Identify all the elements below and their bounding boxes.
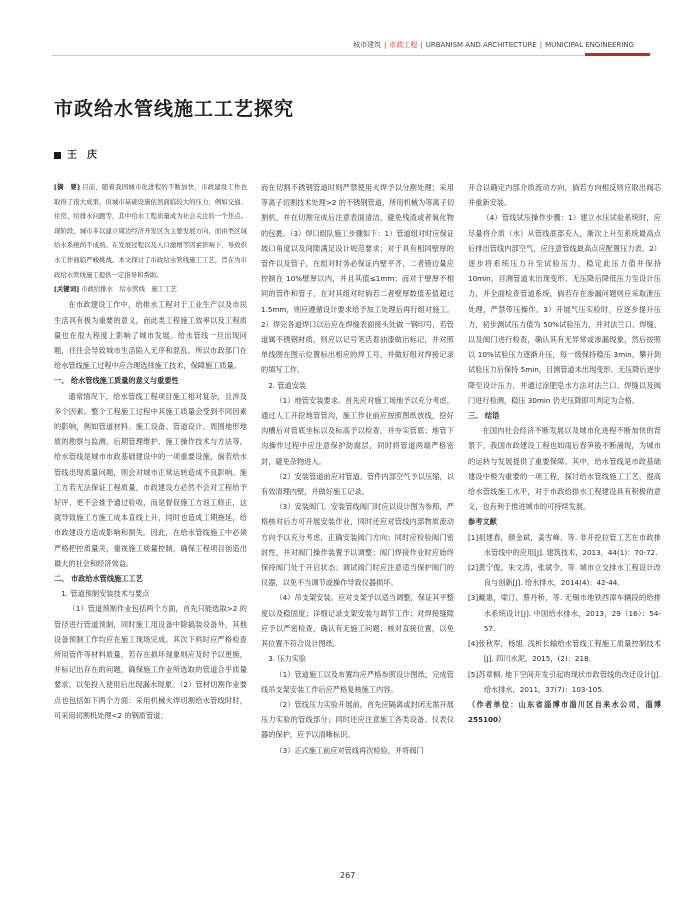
paragraph: 而在切割不锈钢管道时则严禁使用火焊予以分割处理；采用等离子切割技术处理>2 的不锈钢管道，所用机械为等离子切割机，并在切割完成后注意表面清洁，避免残渣或者氧化物的包裹。（3）焊口组队施工步骤如下：1）管道组对时应保证坡口角度以及间隙满足设计规范要求；对于具有相同壁厚的管件以及管子，在组对时务必保证内壁平齐，二者错边量应控制在 10%壁厚以内，并且其值≤1mm；而对于壁厚不相同的管件和管子，在对其组对时倘若二者壁厚数值差值超过 1.5mm，则应遵循设计要求给予加工处理后再行组对施工。2）焊完各道焊口以后应在焊缝表面接头处做一钢印号，若管道属不锈钢材质，则应以记号笔活着油漆做出标记，并对照单线图在图示位置标出相应的焊工号，并做好组对焊接记录的填写工作。 xyxy=(261,183,454,375)
paragraph: （2）管线压力实验开展前，首先应隔离或封闭无需开展压力实验的管线部分；同时还应注意施工各类设备、仪表仪器的保护，应予以清晰标识。 xyxy=(261,699,454,740)
paragraph: （1）地管安装要求。首先应对施工场地予以充分考虑，通过人工开挖地管管沟，施工作业前应按照图纸放线，挖好沟槽后对管底坐标以及标高予以检查，并夯实管底；地管下沟操作过程中应注意保护防腐层，同时将管道两端严格密封，避免杂物进入。 xyxy=(261,395,454,466)
header-rule xyxy=(52,55,650,56)
article-title: 市政给水管线施工工艺探究 xyxy=(54,98,295,120)
reference-item: [1]祖建春，颜金斌，姜雪峰，等. 非开挖拉管工艺在市政排水管线中的应用[J]. 建筑技术，2013，44(1)：70-72. xyxy=(468,532,661,557)
reference-item: [5]苏章桐. 地下空间开发引起的现状市政管线的改迁设计[J]. 给水排水，2011，37(7)：103-105. xyxy=(468,669,661,694)
paragraph: 开合以确定内部介质流动方向，倘若方向相反则应取出阀芯并重新安装。 xyxy=(468,183,661,208)
header-en-right: MUNICIPAL ENGINEERING xyxy=(545,41,635,49)
author-name: 王 庆 xyxy=(67,150,97,161)
keywords-text: 市政给排水 给水管线 施工工艺 xyxy=(81,285,177,294)
paragraph: （3）正式施工前应对管线再次检验，并将阀门 xyxy=(275,745,424,755)
paragraph: （2）安装管道前应对管道、管件内部空气予以压缩，以有效清理内壁，并做好施工记录。 xyxy=(261,471,454,497)
subsection-heading: 1. 管道预制安装技术与要点 xyxy=(61,589,150,599)
reference-item: [4]张秋军，杨旭. 浅析长输给水管线工程施工质量控制技术[J]. 四川水泥，2015，(2)：218. xyxy=(468,639,661,664)
header-category: 城市建筑 xyxy=(353,41,381,49)
abstract xyxy=(54,180,247,282)
journal-header xyxy=(353,40,634,50)
paragraph: （3）安装阀门。安装管线阀门时应以设计图为参照，严格核对后方可开展安装作业，同时还应对管线内部物质流动方向予以充分考虑，正确安装阀门方向；同时应检验阀门密封性，并对阀门操作装置予以调整；阀门焊接作业时应始终保持阀门处于开启状态；调试阀门时应注意适当保护阀门的仪器，以免不当调节或操作导致仪器损坏。 xyxy=(261,502,454,588)
article-author xyxy=(54,146,97,161)
keywords xyxy=(54,282,247,297)
header-accent-bar xyxy=(585,53,650,56)
paragraph: （1）管道预制作业包括两个方面，首先只能选取>2 的管径进行管道预制，同时施工用设备中除搞装设备外，其他设备预制工作均应在施工现场完成。其次下料时应严格检查所用管件等材料质量，若存在损坏现象则应及时予以更换，并标记出存在的问题，确保施工作业所选取的管道合乎质量要求，以免投入使用后出现漏水现象。（2）管材切割作业要点也包括如下两个方面：采用机械火焊切割给水管线时时，可采用切割机处理<2 的钢质管道； xyxy=(54,604,247,720)
paragraph: 在国内社会经济不断发展以及城市化进程不断加快的背景下，我国市政建设工程也如雨后春笋般不断涌现，为城市的运转与发展提供了重要保障。其中，给水管线是市政基础建设中极为重要的一项工程，探讨给水管线施工工艺，提高给水管线施工水平，对于市政给排水工程建设具有积极的意义，也有利于推进城市的可持续发展。 xyxy=(468,426,661,512)
reference-item: [3]戴惠，梁汀，蔡丹桥，等. 无锡市地铁西漳车辆段的给排水系统设计[J]. 中国给水排水，2013，29（16）：54-57. xyxy=(468,593,661,633)
section-heading: 三、 结语 xyxy=(468,411,500,421)
paragraph: （1）管道施工以及布置均应严格参照设计图纸，完成管线吊支架安装工作后应严格复核施工内容。 xyxy=(261,669,454,694)
column-2 xyxy=(261,180,454,758)
paragraph: （4）吊支架安装。应对支架予以适当调整，保证其平整度以及稳固度；详细记录支架安装与调节工作；对焊接缝隙应予以严密检查，确认有无施工问题；核对直接位置，以免其位置不符合设计图纸。 xyxy=(261,593,454,649)
header-separator: | xyxy=(539,41,543,49)
section-heading: 二、 市政给水管线施工工艺 xyxy=(54,574,143,584)
section-heading: 一、 给水管线施工质量的意义与重要性 xyxy=(54,376,179,386)
paragraph: 通常情况下，给水管线工程项目施工相对复杂，且涉及多个因素。整个工程施工过程中其施工质量会受到不同因素的影响，例如管道材料、施工设备、管道设计、周围地形地质的勘察与监测、后期管理维护、施工操作技术与方法等。给水管线是城市市政基础建设中的一项重要设施，倘若给水管线出现质量问题，则会对城市正常运转造成不良影响。施工方若无法保证工程质量，市政建设方必然不会对工程给予好评，更不会推予通过验收，而是督促施工方返工修正，这就导致施工方施工成本直线上升，同时也造成工期拖延，给市政建设方造成影响和损失。因此，在给水管线施工中必须严格把控质量关，重视施工质量控制，确保工程项目创造出最大的社会和经济效益。 xyxy=(54,391,247,568)
references-heading: 参考文献 xyxy=(468,517,497,527)
abstract-text: 目前，随着我国城市化进程的不断加快，市政建设工作也取得了很大成果，但城市基础设施依然面临较大的压力，例如交通、住房、给排水问题等，其中给水工程质量成为社会关注的一个焦点。现阶段，城市多以建立周边经济开发区为主要发展方向，而由类区域给水系统尚不成熟。在发展过程以及人口激增等因素影响下，导致供水工作面临严峻挑战。本文探讨了市政给水管线施工工艺，旨在为市政给水管线施工提供一定指导和帮助。 xyxy=(54,183,247,279)
page-number: 267 xyxy=(340,871,356,880)
column-1 xyxy=(54,180,247,723)
paragraph: 在市政建设工作中，给排水工程对于工业生产以及市民生活具有极为重要的意义，而此类工程施工效率以及工程质量也在很大程度上影响了城市发展。给水管线一旦出现问题，往往会导致城市生活陷入无序和混乱。所以市政部门在给水管线施工过程中应合理选择施工技术，保障施工质量。 xyxy=(54,300,247,371)
subsection-heading: 3. 压力实验 xyxy=(268,654,307,664)
paragraph: （4）管线试压操作步骤：1）建立水压试验系统时，应尽量将介质（水）从管线底部充入，渐次上升至系统最高点后排出管线内部空气，应注意管线最高点应配置压力表。2）逐步将系统压力升至试验压力，稳定此压力值并保持 10min，目测管道未出现变形、无压降后降低压力至设计压力，并全面检查管道系统，倘若存在渗漏问题则应采取泄压处理，严禁带压操作。3）开展气压实验时，应逐步提升压力，初步测试压力值为 50%试验压力，并对法兰口、焊缝、以及阀门进行检查，确认其有无异常或渗漏现象，然后按照以 10%试验压力逐渐升压，每一级保持稳压 3min，攀升到试验压力后保持 5min，目测管道未出现变形、无压降后逐步降至设计压力，并通过涂肥皂水方法对法兰口、焊缝以及阀门进行检测，稳压 30min 仍无压降即可判定为合格。 xyxy=(468,213,661,405)
abstract-label: [摘 要] xyxy=(54,183,80,191)
header-separator: | xyxy=(384,41,387,49)
header-subcategory: 市政工程 xyxy=(389,41,418,49)
column-3 xyxy=(468,180,661,727)
keywords-label: [关键词] xyxy=(54,285,80,294)
header-separator: | xyxy=(420,41,423,49)
reference-item: [2]黄宁俊，朱文涛，张斌令，等. 城市立交排水工程设计改良与创新[J]. 给水排水，2014(4)：42-44. xyxy=(468,563,661,588)
header-en-left: URBANISM AND ARCHITECTURE xyxy=(425,41,537,49)
subsection-heading: 2. 管道安装 xyxy=(268,380,307,390)
author-unit: （作者单位：山东省淄博市淄川区自来水公司，淄博 255100） xyxy=(468,699,661,725)
square-bullet-icon xyxy=(54,152,61,159)
